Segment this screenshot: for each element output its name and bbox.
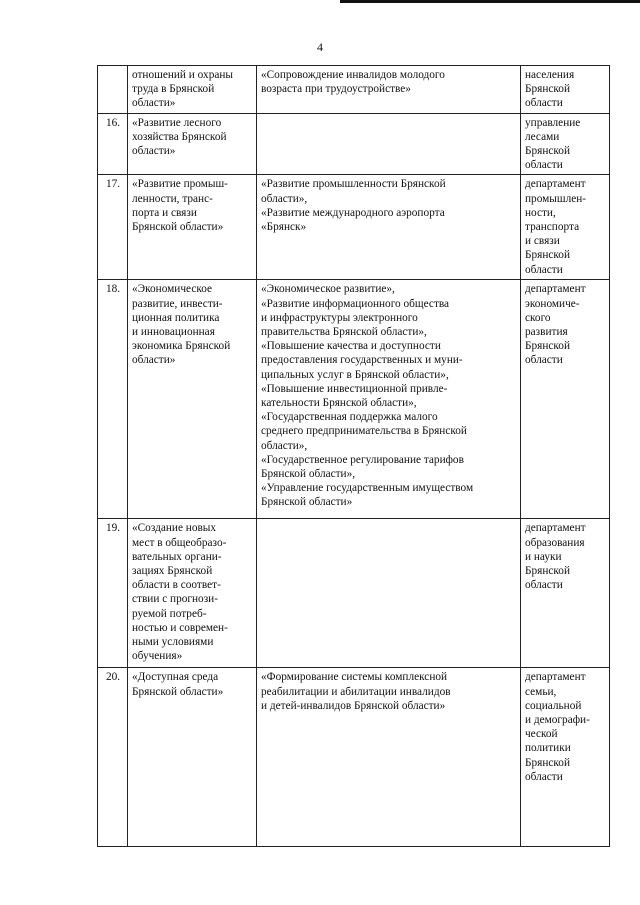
responsible-cell-line: Брянской	[525, 145, 570, 158]
responsible-cell-line: и науки	[525, 550, 562, 563]
program-name-cell-line: «Развитие промыш-	[132, 178, 228, 191]
subprograms-cell	[257, 280, 521, 519]
responsible-cell-line: лесами	[525, 130, 560, 143]
responsible-cell-line: департамент	[525, 522, 586, 535]
responsible-cell-line: Брянской	[525, 83, 570, 96]
row-number-cell: 19.	[98, 519, 128, 668]
responsible-cell-line: промышлен-	[525, 192, 587, 205]
responsible-cell-line: населения	[525, 69, 575, 81]
program-name-cell-line: области»	[132, 145, 176, 158]
subprograms-cell-line: и детей-инвалидов Брянской области»	[261, 699, 446, 712]
program-name-cell-line: хозяйства Брянской	[132, 130, 227, 143]
responsible-cell-line: социальной	[525, 699, 582, 712]
page-number: 4	[317, 40, 323, 54]
subprograms-cell-line: «Экономическое развитие»,	[261, 283, 395, 296]
subprograms-cell-line: «Развитие международного аэропорта	[261, 206, 445, 219]
program-name-cell-line: ленности, транс-	[132, 192, 213, 205]
program-name-cell	[128, 66, 257, 114]
table-row	[98, 668, 610, 847]
row-number-cell: 18.	[98, 280, 128, 519]
responsible-cell-line: департамент	[525, 671, 586, 684]
responsible-cell-line: управление	[525, 116, 581, 129]
responsible-cell-line: области	[525, 97, 563, 110]
responsible-cell-line: ческой	[525, 728, 558, 741]
subprograms-cell-line: и инфраструктуры электронного	[261, 311, 418, 324]
program-name-cell-line: «Развитие лесного	[132, 116, 222, 129]
subprograms-cell	[257, 175, 521, 280]
table-row	[98, 175, 610, 280]
subprograms-cell	[257, 519, 521, 668]
table-row	[98, 280, 610, 519]
responsible-cell-line: транспорта	[525, 221, 580, 234]
subprograms-cell-line: «Сопровождение инвалидов молодого	[261, 69, 445, 81]
subprograms-cell-line: «Государственное регулирование тарифов	[261, 453, 464, 466]
responsible-cell-line: экономиче-	[525, 297, 580, 310]
row-number-cell: 17.	[98, 175, 128, 280]
subprograms-cell	[257, 668, 521, 847]
program-name-cell-line: ностью и современ-	[132, 621, 228, 634]
program-name-cell-line: порта и связи	[132, 206, 197, 219]
program-name-cell-line: развитие, инвести-	[132, 297, 223, 310]
program-name-cell-line: области в соответ-	[132, 579, 221, 592]
program-name-cell-line: вательных органи-	[132, 550, 222, 563]
responsible-cell-line: департамент	[525, 283, 586, 296]
subprograms-cell-line: Брянской области»	[261, 496, 353, 509]
subprograms-cell-line: «Государственная поддержка малого	[261, 411, 438, 424]
responsible-cell-line: политики	[525, 742, 571, 755]
program-name-cell	[128, 519, 257, 668]
program-name-cell	[128, 175, 257, 280]
program-name-cell-line: ствии с прогнози-	[132, 593, 218, 606]
subprograms-cell-line: ципальных услуг в Брянской области»,	[261, 368, 449, 381]
responsible-cell-line: области	[525, 770, 563, 783]
responsible-cell	[521, 519, 610, 668]
subprograms-cell-line: «Развитие информационного общества	[261, 297, 450, 310]
program-name-cell	[128, 668, 257, 847]
responsible-cell-line: семьи,	[525, 685, 557, 698]
responsible-cell-line: развития	[525, 326, 568, 339]
program-name-cell-line: мест в общеобразо-	[132, 536, 227, 549]
table-row	[98, 66, 610, 114]
program-name-cell-line: зациях Брянской	[132, 565, 213, 578]
program-name-cell-line: экономика Брянской	[132, 340, 231, 353]
subprograms-cell-line: «Брянск»	[261, 221, 307, 234]
program-name-cell-line: Брянской области»	[132, 685, 224, 698]
responsible-cell-line: образования	[525, 536, 585, 549]
program-name-cell-line: отношений и охраны	[132, 69, 233, 81]
subprograms-cell-line: правительства Брянской области»,	[261, 326, 427, 339]
subprograms-cell-line: области»,	[261, 192, 308, 205]
responsible-cell-line: и связи	[525, 235, 560, 248]
responsible-cell-line: ского	[525, 311, 551, 324]
subprograms-cell	[257, 113, 521, 175]
program-name-cell-line: «Создание новых	[132, 522, 217, 535]
subprograms-cell-line: среднего предпринимательства в Брянской	[261, 425, 467, 438]
program-name-cell-line: Брянской области»	[132, 221, 224, 234]
subprograms-cell-line: «Управление государственным имуществом	[261, 482, 474, 495]
program-name-cell-line: руемой потреб-	[132, 607, 207, 620]
program-name-cell-line: обучения»	[132, 650, 183, 663]
subprograms-cell-line: «Повышение качества и доступности	[261, 340, 441, 353]
table-body	[98, 66, 610, 847]
row-number-cell	[98, 66, 128, 114]
responsible-cell-line: ности,	[525, 206, 556, 219]
subprograms-cell-line: реабилитации и абилитации инвалидов	[261, 685, 451, 698]
program-name-cell-line: «Доступная среда	[132, 671, 219, 684]
table-row	[98, 113, 610, 175]
programs-table	[97, 65, 610, 847]
responsible-cell-line: департамент	[525, 178, 586, 191]
responsible-cell-line: Брянской	[525, 756, 570, 769]
program-name-cell-line: ными условиями	[132, 636, 214, 649]
responsible-cell-line: и демографи-	[525, 714, 590, 727]
table-row	[98, 519, 610, 668]
program-name-cell-line: области»	[132, 97, 176, 110]
subprograms-cell-line: «Развитие промышленности Брянской	[261, 178, 446, 191]
responsible-cell-line: Брянской	[525, 249, 570, 262]
program-name-cell-line: труда в Брянской	[132, 83, 215, 96]
row-number-cell: 16.	[98, 113, 128, 175]
responsible-cell-line: области	[525, 263, 563, 276]
responsible-cell-line: области	[525, 579, 563, 592]
program-name-cell-line: ционная политика	[132, 311, 220, 324]
responsible-cell	[521, 668, 610, 847]
responsible-cell-line: Брянской	[525, 340, 570, 353]
subprograms-cell	[257, 66, 521, 114]
responsible-cell	[521, 66, 610, 114]
responsible-cell	[521, 113, 610, 175]
subprograms-cell-line: возраста при трудоустройстве»	[261, 83, 411, 96]
subprograms-cell-line: «Повышение инвестиционной привле-	[261, 382, 448, 395]
responsible-cell-line: Брянской	[525, 565, 570, 578]
responsible-cell-line: области	[525, 354, 563, 367]
top-rule	[340, 0, 640, 3]
subprograms-cell-line: Брянской области»,	[261, 468, 356, 481]
responsible-cell	[521, 280, 610, 519]
program-name-cell	[128, 113, 257, 175]
responsible-cell-line: области	[525, 159, 563, 172]
program-name-cell-line: области»	[132, 354, 176, 367]
subprograms-cell-line: области»,	[261, 439, 308, 452]
subprograms-cell-line: предоставления государственных и муни-	[261, 354, 463, 367]
responsible-cell	[521, 175, 610, 280]
subprograms-cell-line: «Формирование системы комплексной	[261, 671, 448, 684]
program-name-cell-line: «Экономическое	[132, 283, 213, 296]
subprograms-cell-line: кательности Брянской области»,	[261, 397, 417, 410]
program-name-cell	[128, 280, 257, 519]
program-name-cell-line: и инновационная	[132, 326, 215, 339]
row-number-cell: 20.	[98, 668, 128, 847]
